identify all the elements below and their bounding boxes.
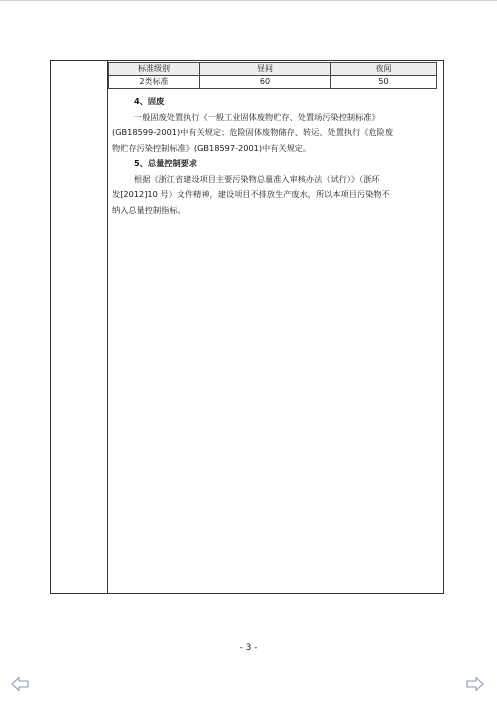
prev-page-button[interactable] xyxy=(11,676,29,692)
section-heading-total-control: 5、总量控制要求 xyxy=(134,158,198,168)
table-row xyxy=(109,76,437,89)
page-number: - 3 - xyxy=(239,643,258,653)
header-cell-night: 夜间 xyxy=(331,63,437,76)
paragraph-line: 一般固废处置执行《一般工业固体废物贮存、处置场污染控制标准》 xyxy=(134,111,380,122)
section-heading-solid-waste: 4、固废 xyxy=(134,96,165,106)
paragraph-line: 纳入总量控制指标。 xyxy=(112,204,186,215)
page-top-edge xyxy=(0,0,497,1)
paragraph-line: 物贮存污染控制标准》(GB18597-2001)中有关规定。 xyxy=(112,142,312,153)
table-header-row xyxy=(109,63,437,76)
noise-standard-table xyxy=(108,62,437,89)
paragraph-line: (GB18599-2001)中有关规定；危险固体废物储存、转运、处置执行《危险废 xyxy=(112,127,394,137)
next-page-button[interactable] xyxy=(466,676,484,692)
paragraph-line: 根据《浙江省建设项目主要污染物总量准入审核办法（试行）》（浙环 xyxy=(134,173,380,184)
header-cell-level: 标准级别 xyxy=(109,63,200,76)
cell-night: 50 xyxy=(331,76,437,89)
arrow-left-icon xyxy=(11,676,29,692)
cell-day: 60 xyxy=(200,76,331,89)
paragraph-line: 发[2012]10 号）文件精神，建设项目不排放生产废水，所以本项目污染物不 xyxy=(112,189,390,199)
arrow-right-icon xyxy=(466,676,484,692)
header-cell-day: 昼间 xyxy=(200,63,331,76)
document-body xyxy=(112,94,442,218)
frame-column-divider xyxy=(107,60,108,594)
cell-level: 2类标准 xyxy=(109,76,200,89)
